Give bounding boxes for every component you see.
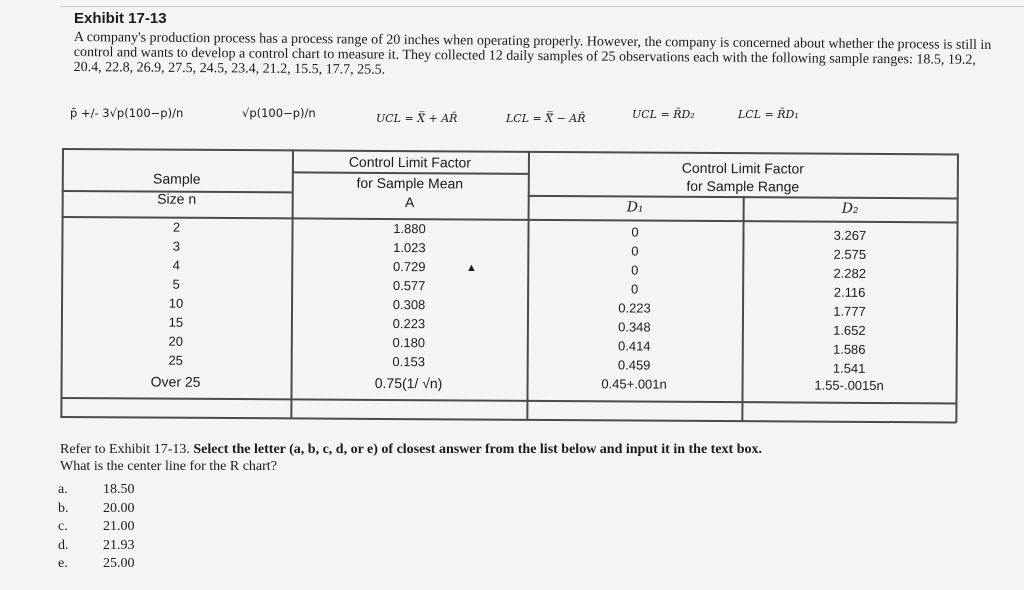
cell-n: 25 bbox=[168, 352, 183, 368]
cell-a: 0.75(1/ √n) bbox=[374, 374, 443, 392]
cell-d2: 1.652 bbox=[833, 322, 866, 338]
cell-n: 2 bbox=[172, 219, 181, 235]
cell-d1: 0.414 bbox=[617, 338, 651, 354]
cell-d2: 1.777 bbox=[833, 303, 866, 319]
cell-a: 0.577 bbox=[392, 278, 426, 294]
option-letter: b. bbox=[58, 500, 69, 516]
question-instruction: Select the letter (a, b, c, d, or e) of closest answer from the list below and input it in the text box. bbox=[193, 442, 762, 457]
header-range-factor-line1: Control Limit Factor bbox=[681, 159, 805, 177]
exhibit-title: Exhibit 17-13 bbox=[74, 10, 167, 27]
intro-paragraph: A company's production process has a process range of 20 inches when operating properly. However, the company is concerned about whether the process is still in control and wants to develop a control chart to measure it. They collected 12 daily samples of 25 observations each with the following sample ranges: 18.5, 19.2, 20.4, 22.8, 26.9, 27.5, 24.5, 23.4, 21.2, 15.5, 17.7, 25.5. bbox=[73, 30, 992, 78]
option-value: 18.50 bbox=[103, 482, 135, 497]
option-letter: a. bbox=[58, 482, 68, 497]
formula-sigma-p: √p(100−p)/n bbox=[242, 106, 316, 120]
formula-ucl-xbar: UCL = X̿ + AR̄ bbox=[376, 112, 458, 125]
option-letter: c. bbox=[58, 519, 68, 534]
formula-row bbox=[70, 106, 830, 128]
cell-n: 3 bbox=[172, 238, 181, 254]
option-letter: d. bbox=[58, 537, 69, 553]
cell-n: 5 bbox=[172, 276, 180, 292]
option-value: 20.00 bbox=[103, 500, 135, 516]
cell-d2: 2.116 bbox=[833, 284, 866, 300]
cell-d2: 1.586 bbox=[832, 341, 866, 357]
cell-a: 0.308 bbox=[392, 297, 426, 313]
cell-n: Over 25 bbox=[150, 373, 201, 390]
cell-d1: 0 bbox=[630, 281, 639, 297]
control-factor-table bbox=[60, 148, 958, 423]
cell-n: 15 bbox=[168, 314, 184, 330]
question-prompt: What is the center line for the R chart? bbox=[60, 459, 277, 474]
option-value: 21.00 bbox=[103, 519, 135, 534]
cell-a: 1.023 bbox=[393, 240, 426, 256]
cell-d2: 2.575 bbox=[833, 246, 867, 262]
question-lead: Refer to Exhibit 17-13. bbox=[60, 442, 194, 457]
cell-n: 10 bbox=[168, 295, 184, 311]
option-value: 21.93 bbox=[103, 537, 135, 553]
cell-d1: 0.223 bbox=[618, 300, 651, 316]
header-mean-factor-line2: for Sample Mean bbox=[356, 174, 464, 192]
header-range-factor-line2: for Sample Range bbox=[686, 177, 800, 195]
option-letter: e. bbox=[58, 556, 68, 571]
formula-lcl-xbar: LCL = X̿ − AR̄ bbox=[506, 112, 586, 125]
formula-p-limits: p̄ +/- 3√p(100−p)/n bbox=[70, 106, 184, 120]
cell-d1: 0.459 bbox=[617, 357, 651, 373]
cell-n: 20 bbox=[168, 333, 184, 349]
cell-d1: 0 bbox=[631, 243, 639, 259]
header-d2: D₂ bbox=[841, 200, 859, 217]
header-sample: Sample bbox=[153, 170, 201, 187]
question-block bbox=[60, 441, 960, 475]
cell-d2: 1.55-.0015n bbox=[814, 377, 884, 394]
top-rule bbox=[60, 6, 1024, 7]
option-value: 25.00 bbox=[103, 556, 135, 571]
cell-d1: 0.45+.001n bbox=[601, 376, 667, 392]
cell-d2: 3.267 bbox=[833, 227, 867, 243]
cell-a: 0.729 bbox=[392, 259, 426, 275]
cell-d2: 1.541 bbox=[832, 360, 866, 376]
header-a: A bbox=[404, 194, 415, 211]
header-mean-factor-line1: Control Limit Factor bbox=[348, 153, 472, 171]
mouse-pointer-icon: ▲ bbox=[466, 262, 477, 274]
cell-a: 0.153 bbox=[392, 354, 426, 370]
cell-n: 4 bbox=[172, 257, 180, 273]
cell-d2: 2.282 bbox=[833, 265, 867, 281]
cell-a: 0.223 bbox=[392, 316, 426, 332]
formula-ucl-r: UCL = R̄D₂ bbox=[632, 108, 695, 121]
header-d1: D₁ bbox=[626, 199, 644, 216]
formula-lcl-r: LCL = R̄D₁ bbox=[738, 108, 799, 121]
cell-d1: 0.348 bbox=[618, 319, 651, 335]
cell-a: 0.180 bbox=[392, 335, 426, 351]
cell-d1: 0 bbox=[631, 224, 639, 240]
header-size-n: Size n bbox=[157, 190, 197, 207]
cell-d1: 0 bbox=[631, 262, 639, 278]
cell-a: 1.880 bbox=[393, 221, 426, 237]
